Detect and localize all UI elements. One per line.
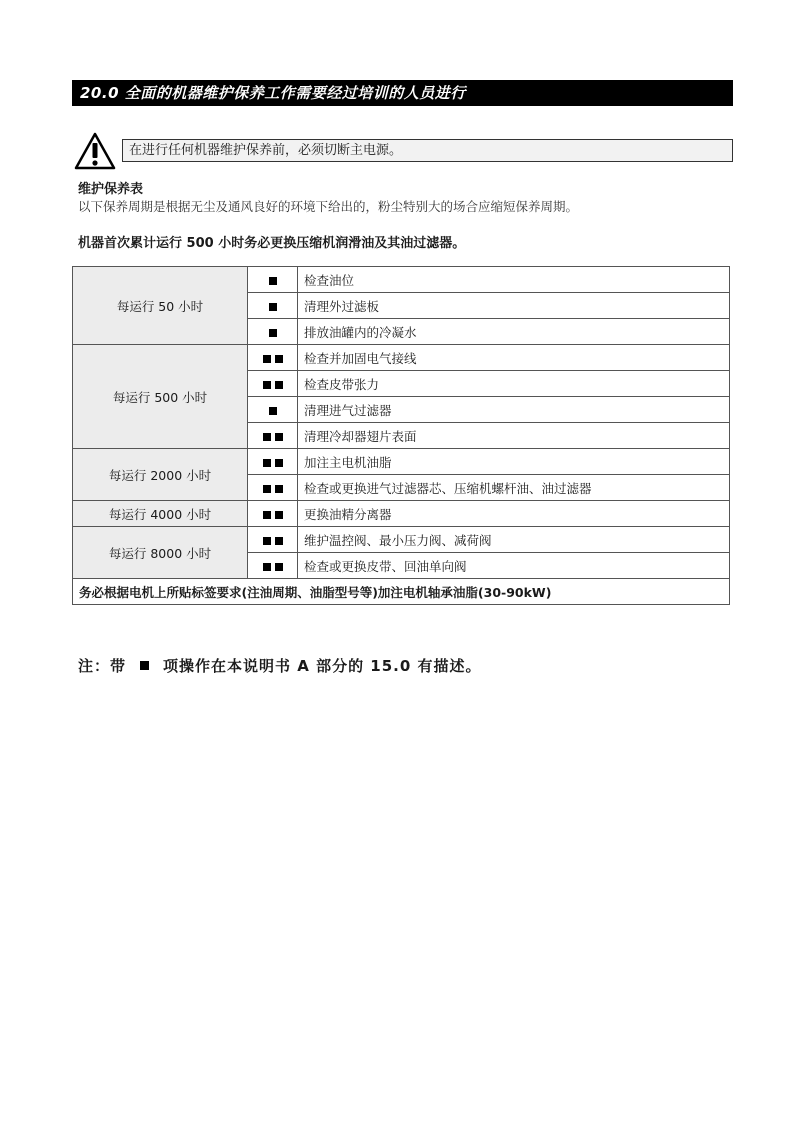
marker-cell [248,423,298,449]
square-marker-icon [275,381,283,389]
table-row [73,449,730,475]
square-marker-icon [275,563,283,571]
marker-cell [248,449,298,475]
square-marker-icon [269,407,277,415]
first-service-note: 机器首次累计运行 500 小时务必更换压缩机润滑油及其油过滤器。 [78,236,466,251]
table-row [73,267,730,293]
square-marker-icon [263,433,271,441]
interval-cell: 每运行 2000 小时 [73,449,248,501]
square-marker-icon [275,537,283,545]
interval-cell: 每运行 50 小时 [73,267,248,345]
marker-cell [248,501,298,527]
square-marker-icon [263,485,271,493]
task-cell: 检查并加固电气接线 [298,345,730,371]
square-marker-icon [275,511,283,519]
task-cell: 检查油位 [298,267,730,293]
schedule-title: 维护保养表 [78,182,144,197]
interval-cell: 每运行 4000 小时 [73,501,248,527]
square-marker-icon [275,485,283,493]
marker-cell [248,475,298,501]
bearing-grease-note: 务必根据电机上所贴标签要求(注油周期、油脂型号等)加注电机轴承油脂(30-90kW) [73,579,730,605]
footnote-suffix: 项操作在本说明书 A 部分的 15.0 有描述。 [163,657,482,675]
task-cell: 清理外过滤板 [298,293,730,319]
square-marker-icon [263,355,271,363]
marker-cell [248,371,298,397]
task-cell: 维护温控阀、最小压力阀、减荷阀 [298,527,730,553]
square-marker-icon [263,563,271,571]
table-row [73,501,730,527]
task-cell: 更换油精分离器 [298,501,730,527]
task-cell: 排放油罐内的冷凝水 [298,319,730,345]
square-marker-icon [140,661,149,670]
task-cell: 检查或更换进气过滤器芯、压缩机螺杆油、油过滤器 [298,475,730,501]
task-cell: 检查或更换皮带、回油单向阀 [298,553,730,579]
task-cell: 清理冷却器翅片表面 [298,423,730,449]
marker-cell [248,397,298,423]
square-marker-icon [275,433,283,441]
maintenance-table-body [73,267,730,605]
square-marker-icon [275,459,283,467]
marker-cell [248,319,298,345]
table-row [73,527,730,553]
section-title: 20.0 全面的机器维护保养工作需要经过培训的人员进行 [72,80,733,106]
marker-cell [248,267,298,293]
square-marker-icon [269,303,277,311]
footnote [78,655,482,676]
marker-cell [248,293,298,319]
square-marker-icon [263,381,271,389]
marker-cell [248,345,298,371]
square-marker-icon [263,459,271,467]
task-cell: 清理进气过滤器 [298,397,730,423]
warning-message: 在进行任何机器维护保养前，必须切断主电源。 [122,139,733,162]
square-marker-icon [275,355,283,363]
table-footer-row [73,579,730,605]
interval-cell: 每运行 500 小时 [73,345,248,449]
square-marker-icon [263,537,271,545]
task-cell: 检查皮带张力 [298,371,730,397]
table-row [73,345,730,371]
interval-cell: 每运行 8000 小时 [73,527,248,579]
square-marker-icon [269,329,277,337]
task-cell: 加注主电机油脂 [298,449,730,475]
marker-cell [248,527,298,553]
footnote-prefix: 注：带 [78,657,127,675]
schedule-description: 以下保养周期是根据无尘及通风良好的环境下给出的，粉尘特别大的场合应缩短保养周期。 [78,199,579,214]
marker-cell [248,553,298,579]
square-marker-icon [263,511,271,519]
square-marker-icon [269,277,277,285]
warning-triangle-icon [74,132,116,170]
maintenance-table [72,266,730,605]
